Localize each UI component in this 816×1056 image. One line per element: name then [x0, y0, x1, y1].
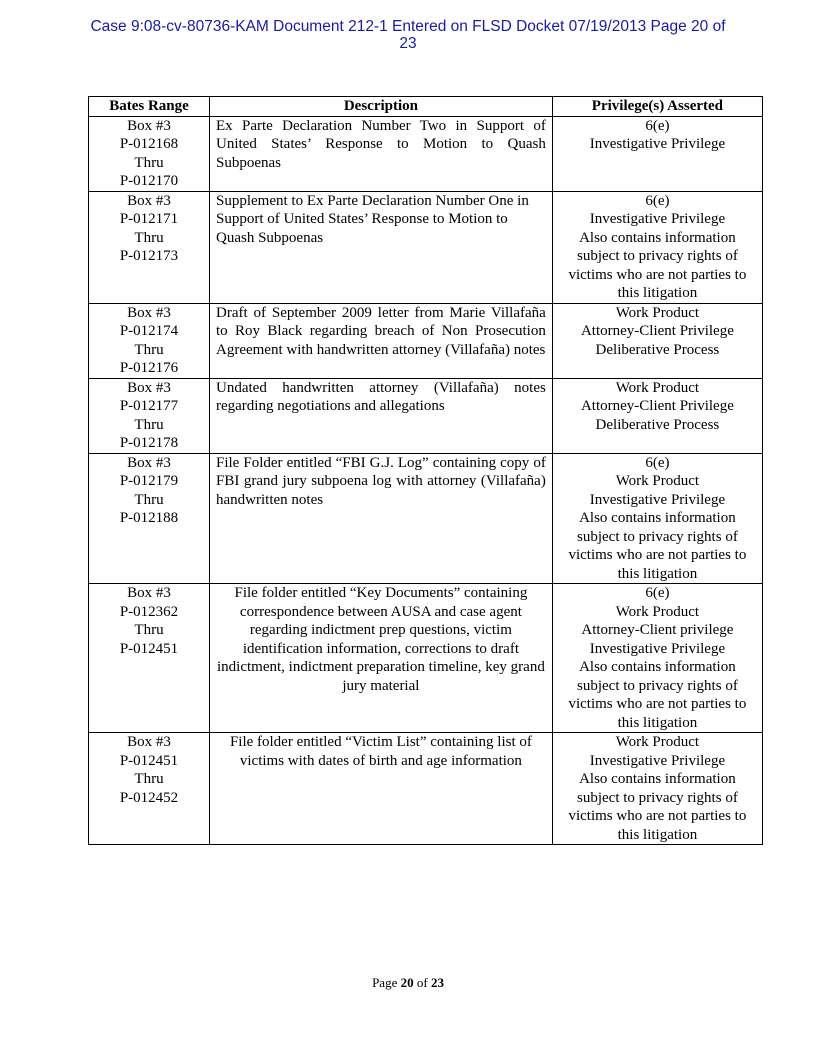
privilege-item: Also contains information	[579, 659, 736, 675]
description-cell: Ex Parte Declaration Number Two in Support of United States’ Response to Motion to Quash Subpoenas	[210, 116, 553, 191]
bates-range-cell	[89, 584, 210, 733]
column-header-bates-range: Bates Range	[89, 97, 210, 117]
bates-end: P-012170	[119, 173, 179, 189]
bates-end: P-012176	[119, 360, 179, 376]
privilege-item: 6(e)	[645, 585, 670, 601]
privilege-item: Deliberative Process	[595, 341, 720, 358]
docket-header-line-1: Case 9:08-cv-80736-KAM Document 212-1 Entered on FLSD Docket 07/19/2013 Page 20 of	[90, 18, 726, 35]
bates-box: Box #3	[127, 192, 171, 209]
privilege-item: this litigation	[617, 565, 698, 582]
bates-end: P-012451	[119, 640, 179, 657]
privilege-item: victims who are not parties to	[568, 808, 747, 824]
description-cell: File Folder entitled “FBI G.J. Log” containing copy of FBI grand jury subpoena log with attorney (Villafaña) handwritten notes	[210, 453, 553, 584]
bates-range-cell	[89, 303, 210, 378]
bates-box: Box #3	[127, 117, 171, 134]
privilege-item: subject to privacy rights of	[577, 528, 738, 545]
table-row	[89, 303, 763, 378]
privileges-cell	[552, 116, 762, 191]
privilege-item: Attorney-Client privilege	[581, 622, 734, 638]
bates-start: P-012171	[119, 211, 179, 227]
description-cell: Supplement to Ex Parte Declaration Number One in Support of United States’ Response to Motion to Quash Subpoenas	[210, 191, 553, 303]
footer-page-label: Page	[372, 975, 398, 990]
bates-end: P-012178	[119, 435, 179, 451]
privilege-item: this litigation	[617, 714, 698, 731]
privileges-cell	[552, 453, 762, 584]
bates-thru: Thru	[134, 416, 164, 433]
privilege-item: victims who are not parties to	[568, 266, 747, 283]
bates-start: P-012179	[119, 473, 179, 489]
privilege-item: victims who are not parties to	[568, 696, 747, 712]
privileges-cell	[552, 378, 762, 453]
privilege-item: subject to privacy rights of	[577, 677, 738, 694]
bates-box: Box #3	[127, 454, 171, 471]
privilege-item: this litigation	[617, 285, 698, 301]
table-row	[89, 584, 763, 733]
privilege-item: Investigative Privilege	[589, 491, 726, 508]
bates-thru: Thru	[134, 622, 164, 638]
docket-header-line-2: 23	[399, 35, 417, 52]
privilege-item: Also contains information	[579, 771, 736, 787]
privileges-cell	[552, 303, 762, 378]
table-row	[89, 191, 763, 303]
privilege-item: Investigative Privilege	[589, 752, 726, 769]
bates-range-cell	[89, 116, 210, 191]
privileges-cell	[552, 584, 762, 733]
description-cell: File folder entitled “Victim List” containing list of victims with dates of birth and age information	[210, 733, 553, 845]
privileges-cell	[552, 191, 762, 303]
description-cell: File folder entitled “Key Documents” containing correspondence between AUSA and case agent regarding indictment prep questions, victim identification information, corrections to draft indictment, indictment preparation timeline, key grand jury material	[210, 584, 553, 733]
privilege-item: subject to privacy rights of	[577, 789, 738, 806]
description-cell: Draft of September 2009 letter from Marie Villafaña to Roy Black regarding breach of Non Prosecution Agreement with handwritten attorney (Villafaña) notes	[210, 303, 553, 378]
privilege-item: Also contains information	[579, 510, 736, 526]
page-footer	[0, 975, 816, 991]
bates-thru: Thru	[134, 491, 164, 508]
privilege-item: Work Product	[615, 473, 700, 489]
privilege-log-table	[88, 96, 763, 845]
docket-header	[40, 18, 776, 52]
table-row	[89, 453, 763, 584]
footer-current-page: 20	[400, 975, 414, 990]
privilege-item: Deliberative Process	[595, 416, 720, 433]
table-row	[89, 378, 763, 453]
bates-end: P-012173	[119, 248, 179, 264]
bates-range-cell	[89, 733, 210, 845]
privilege-item: Investigative Privilege	[589, 136, 726, 152]
privilege-item: this litigation	[617, 826, 698, 843]
privilege-item: victims who are not parties to	[568, 547, 747, 563]
column-header-description: Description	[210, 97, 553, 117]
privilege-item: subject to privacy rights of	[577, 248, 738, 264]
table-row	[89, 733, 763, 845]
bates-end: P-012188	[119, 510, 179, 526]
privilege-item: Attorney-Client Privilege	[580, 398, 734, 414]
privilege-item: Investigative Privilege	[589, 211, 726, 227]
bates-box: Box #3	[127, 734, 171, 750]
privileges-cell	[552, 733, 762, 845]
bates-box: Box #3	[127, 304, 171, 321]
bates-thru: Thru	[134, 771, 164, 787]
privilege-item: 6(e)	[645, 117, 670, 134]
footer-of-label: of	[416, 975, 428, 990]
bates-end: P-012452	[119, 789, 179, 806]
table-row	[89, 116, 763, 191]
bates-range-cell	[89, 453, 210, 584]
bates-thru: Thru	[134, 341, 164, 358]
privilege-item: Work Product	[615, 304, 700, 321]
bates-start: P-012168	[119, 136, 179, 152]
privilege-item: Investigative Privilege	[589, 640, 726, 657]
footer-total-pages: 23	[430, 975, 444, 990]
bates-start: P-012174	[119, 323, 179, 339]
table-header-row	[89, 97, 763, 117]
privilege-item: Work Product	[615, 734, 700, 750]
bates-range-cell	[89, 191, 210, 303]
privilege-item: Work Product	[615, 603, 700, 620]
bates-start: P-012177	[119, 398, 179, 414]
bates-box: Box #3	[127, 379, 171, 396]
bates-start: P-012362	[119, 603, 179, 620]
description-cell: Undated handwritten attorney (Villafaña) notes regarding negotiations and allegations	[210, 378, 553, 453]
bates-box: Box #3	[127, 585, 171, 601]
bates-thru: Thru	[134, 154, 164, 171]
column-header-privileges: Privilege(s) Asserted	[552, 97, 762, 117]
privilege-item: Attorney-Client Privilege	[580, 323, 734, 339]
bates-start: P-012451	[119, 752, 179, 769]
privilege-item: Also contains information	[579, 229, 736, 246]
bates-range-cell	[89, 378, 210, 453]
bates-thru: Thru	[134, 229, 164, 246]
privilege-item: 6(e)	[645, 192, 670, 209]
privilege-item: 6(e)	[645, 454, 670, 471]
privilege-item: Work Product	[615, 379, 700, 396]
